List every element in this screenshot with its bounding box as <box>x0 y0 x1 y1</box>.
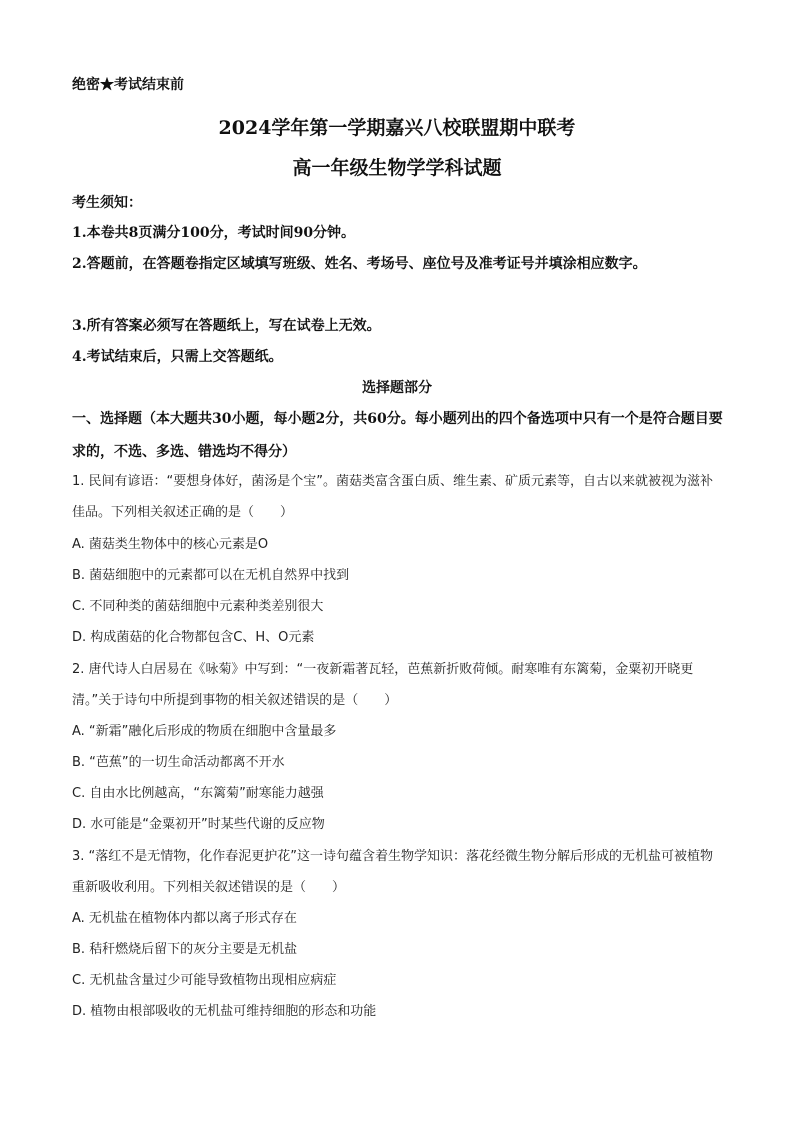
question-option: C. 无机盐含量过少可能导致植物出现相应病症 <box>72 973 337 988</box>
question-option: D. 水可能是“金粟初开”时某些代谢的反应物 <box>72 817 325 832</box>
notice-item: 4.考试结束后，只需上交答题纸。 <box>72 349 283 365</box>
question-option: C. 不同种类的菌菇细胞中元素种类差别很大 <box>72 599 324 614</box>
section-title: 选择题部分 <box>362 380 432 396</box>
notice-item: 2.答题前，在答题卷指定区域填写班级、姓名、考场号、座位号及准考证号并填涂相应数字。 <box>72 256 647 272</box>
question-stem: 2. 唐代诗人白居易在《咏菊》中写到：“一夜新霜著瓦轻，芭蕉新折败荷倾。耐寒唯有东篱菊，金粟初开晓更清。”关于诗句中所提到事物的相关叙述错误的是（ ） <box>72 662 694 708</box>
question-stem: 1. 民间有谚语：“要想身体好，菌汤是个宝”。菌菇类富含蛋白质、维生素、矿质元素等，自古以来就被视为滋补佳品。下列相关叙述正确的是（ ） <box>72 474 714 520</box>
exam-title: 2024学年第一学期嘉兴八校联盟期中联考 <box>218 117 576 139</box>
question-option: A. 菌菇类生物体中的核心元素是O <box>72 537 269 552</box>
confidential-label: 绝密★考试结束前 <box>72 77 184 93</box>
notice-item: 1.本卷共8页满分100分，考试时间90分钟。 <box>72 225 356 241</box>
question-option: B. 秸秆燃烧后留下的灰分主要是无机盐 <box>72 942 298 957</box>
question-option: D. 构成菌菇的化合物都包含C、H、O元素 <box>72 630 315 645</box>
question-option: A. “新霜”融化后形成的物质在细胞中含量最多 <box>72 724 337 739</box>
part-heading: 一、选择题（本大题共30小题，每小题2分，共60分。每小题列出的四个备选项中只有一个是符合题目要求的，不选、多选、错选均不得分） <box>72 411 723 460</box>
notice-item: 3.所有答案必须写在答题纸上，写在试卷上无效。 <box>72 318 381 334</box>
question-stem: 3. “落红不是无情物，化作春泥更护花”这一诗句蕴含着生物学知识：落花经微生物分解后形成的无机盐可被植物重新吸收利用。下列相关叙述错误的是（ ） <box>72 849 714 895</box>
question-option: C. 自由水比例越高，“东篱菊”耐寒能力越强 <box>72 786 324 801</box>
question-option: D. 植物由根部吸收的无机盐可维持细胞的形态和功能 <box>72 1004 377 1019</box>
question-option: A. 无机盐在植物体内都以离子形式存在 <box>72 911 297 926</box>
question-option: B. “芭蕉”的一切生命活动都离不开水 <box>72 755 285 770</box>
exam-subtitle: 高一年级生物学学科试题 <box>292 157 502 179</box>
notice-heading: 考生须知： <box>72 195 142 211</box>
question-option: B. 菌菇细胞中的元素都可以在无机自然界中找到 <box>72 568 350 583</box>
